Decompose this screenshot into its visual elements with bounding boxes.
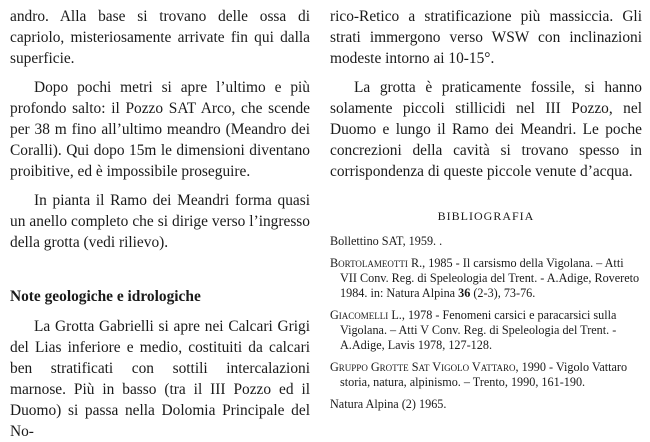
left-column [10,6,310,442]
paragraph-hydrology: La grotta è praticamente fossile, si hanno solamente piccoli stillicidi nel III Pozzo, nel Duomo e lungo il Ramo dei Meandri. Le poche concrezioni della cavità si trovano spesso in corrispondenza di queste piccole venute d’acqua. [330,79,642,180]
paragraph-strata: rico-Retico a stratificazione più massiccia. Gli strati immergono verso WSW con inclinazioni modeste intorno ai 10-15°. [330,8,642,67]
reference-text: , 1990 - Vigolo Vattaro storia, natura, alpinismo. – Trento, 1990, 161-190. [340,360,628,389]
paragraph-cave-bones: andro. Alla base si trovano delle ossa di capriolo, misteriosamente arrivate fin qui dalla superficie. [10,8,310,67]
reference-text: Bollettino SAT, 1959. . [330,234,443,248]
bibliography-entry [330,234,642,249]
section-heading-geology: Note geologiche e idrologiche [10,288,201,305]
paragraph-geology: La Grotta Gabrielli si apre nei Calcari Grigi del Lias inferiore e medio, costituiti da calcari ben stratificati con sottili intercalazioni marnose. Più in basso (tra il III Pozzo ed il Duomo) si passa nella Dolomia Principale del No- [10,318,310,440]
reference-author: Gruppo Grotte Sat Vigolo Vattaro [330,360,516,374]
reference-text: Natura Alpina (2) 1965. [330,397,447,411]
reference-author: Giacomelli L. [330,308,402,322]
reference-text: (2-3), 73-76. [470,286,536,300]
reference-text: , 1985 - Il carsismo della Vigolana. – Atti VII Conv. Reg. di Speleologia del Trent. - A.Adige, Rovereto 1984. in: Natura Alpina [340,256,640,300]
reference-volume: 36 [458,286,471,300]
paragraph-ramo-meandri: In pianta il Ramo dei Meandri forma quasi un anello completo che si dirige verso l’ingresso della grotta (vedi rilievo). [10,192,310,251]
reference-author: Bortolameotti R. [330,256,423,270]
bibliography-entry [330,397,642,412]
bibliography-entry [330,308,642,353]
bibliography-heading: BIBLIOGRAFIA [437,209,535,223]
paragraph-pozzo-sat-arco: Dopo pochi metri si apre l’ultimo e più profondo salto: il Pozzo SAT Arco, che scende per 38 m fino all’ultimo meandro (Meandro dei Coralli). Qui dopo 15m le dimensioni diventano proibitive, ed è impossibile proseguire. [10,79,310,180]
bibliography-entry [330,360,642,390]
right-column [330,6,642,419]
reference-text: , 1978 - Fenomeni carsici e paracarsici sulla Vigolana. – Atti V Conv. Reg. di Speleologia del Trent. - A.Adige, Lavis 1978, 127-128. [340,308,617,352]
bibliography-entry [330,256,642,301]
